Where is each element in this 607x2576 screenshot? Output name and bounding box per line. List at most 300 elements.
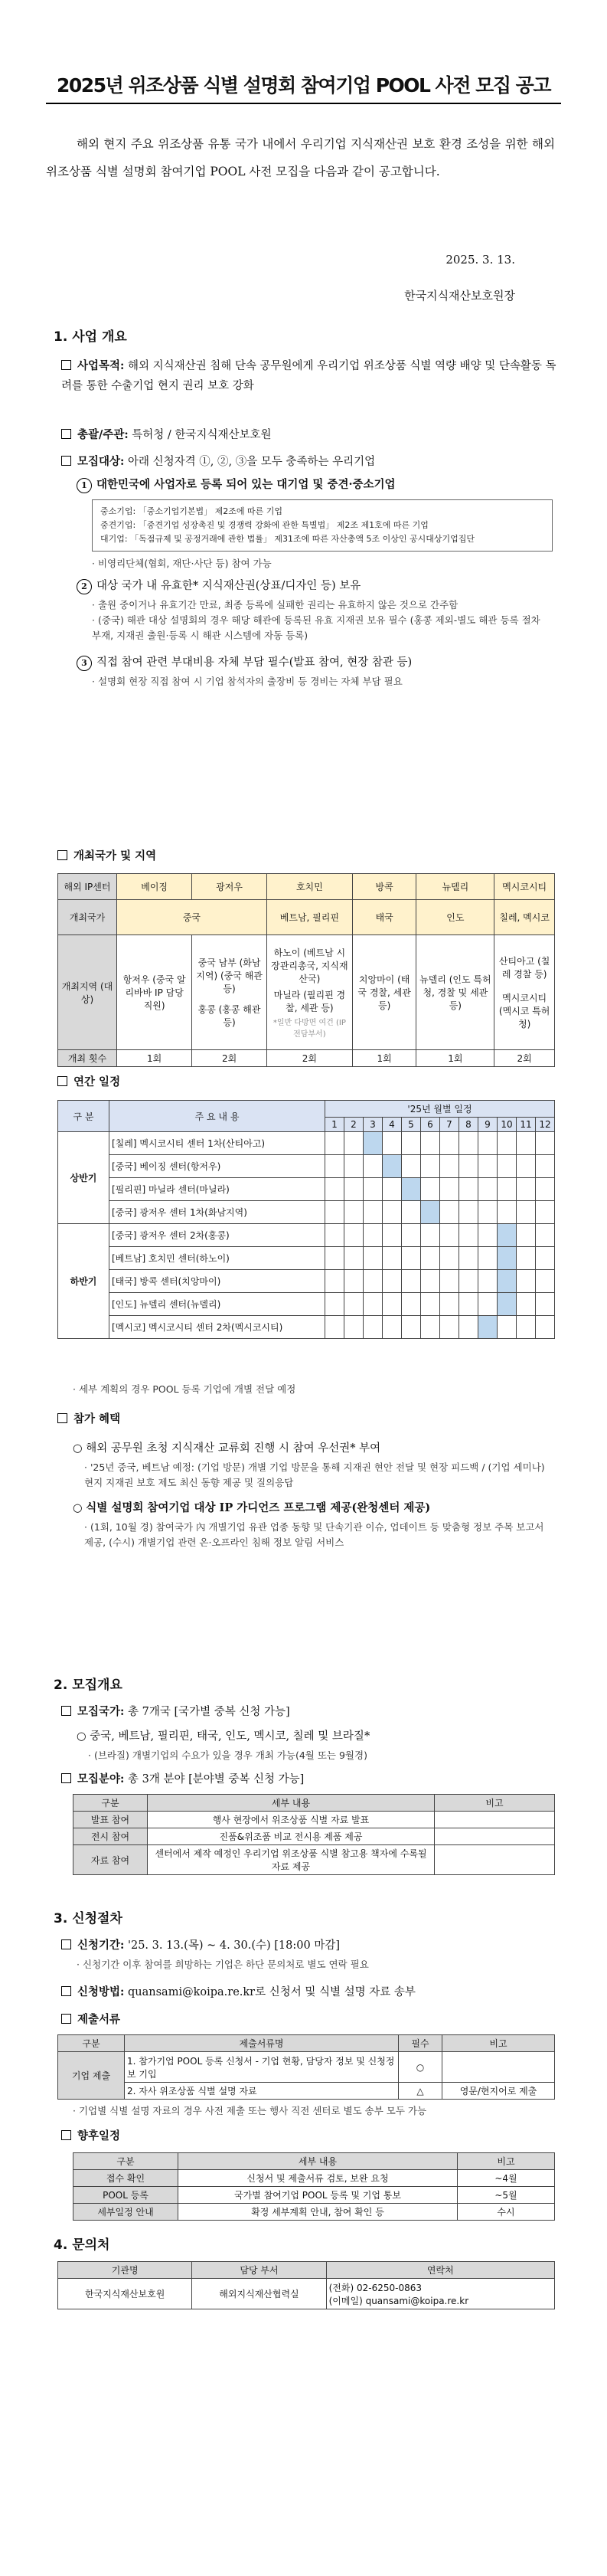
target-label: 모집대상:: [77, 455, 125, 468]
section-4-heading: 4. 문의처: [54, 2237, 110, 2253]
period-note-text: 신청기간 이후 참여를 희망하는 기업은 하단 문의처로 별도 연락 필요: [82, 1959, 369, 1970]
half-1-label: 상반기: [58, 1132, 109, 1224]
schedule-mark: [364, 1132, 383, 1155]
plan-row-note: ~4월: [458, 2170, 555, 2187]
schedule-col-category: 구 분: [58, 1101, 109, 1132]
checkbox-icon: [61, 1986, 71, 1996]
month-cell: [421, 1270, 440, 1293]
contact-col-dept: 담당 부서: [192, 2262, 326, 2279]
benefits-heading-text: 참가 혜택: [73, 1413, 121, 1425]
month-cell: [383, 1270, 402, 1293]
contact-col-org: 기관명: [58, 2262, 192, 2279]
center-guangzhou: 광저우: [192, 874, 267, 900]
month-cell: [344, 1270, 364, 1293]
schedule-row-text: [중국] 베이징 센터(항저우): [109, 1155, 325, 1178]
purpose-text: 해외 지식재산권 침해 단속 공무원에게 우리기업 위조상품 식별 역량 배양 및 단속활동 독려를 통한 수출기업 현지 권리 보호 강화: [61, 360, 556, 392]
month-header: 5: [402, 1118, 421, 1132]
schedule-row-text: [인도] 뉴델리 센터(뉴델리): [109, 1293, 325, 1316]
month-cell: [383, 1293, 402, 1316]
recruit-nations-item: [61, 1702, 559, 1722]
checkbox-icon: [57, 1413, 67, 1423]
center-newdelhi: 뉴델리: [416, 874, 494, 900]
period-text: '25. 3. 13.(목) ~ 4. 30.(수) [18:00 마감]: [128, 1939, 341, 1952]
month-cell: [402, 1247, 421, 1270]
month-cell: [402, 1155, 421, 1178]
month-cell: [498, 1155, 517, 1178]
large-definition: 대기업: 「독점규제 및 공정거래에 관한 법률」 제31조에 따른 자산총액 5조 이상인 공시대상기업집단: [100, 534, 475, 544]
criterion-3-note: · 설명회 현장 직접 참여 시 기업 참석자의 출장비 등 경비는 자체 부담 필요: [92, 676, 403, 687]
month-header: 11: [517, 1118, 536, 1132]
checkbox-icon: [61, 1939, 71, 1949]
month-cell: [536, 1316, 555, 1339]
schedule-row: [58, 1293, 555, 1316]
plan-row-type: 세부일정 안내: [73, 2204, 178, 2221]
schedule-col-months: '25년 월별 일정: [325, 1101, 555, 1118]
month-header: 2: [344, 1118, 364, 1132]
region-south-china: [192, 935, 267, 1050]
docs-col-name: 제출서류명: [125, 2035, 399, 2052]
method-label: 신청방법:: [77, 1985, 125, 1998]
month-cell: [440, 1247, 459, 1270]
benefit-1-text: 해외 공무원 초청 지식재산 교류회 진행 시 참여 우선권* 부여: [86, 1442, 381, 1455]
month-cell: [517, 1224, 536, 1247]
contact-dept: 해외지식재산협력실: [192, 2279, 326, 2309]
title-underline: [46, 103, 561, 104]
month-cell: [383, 1247, 402, 1270]
benefit-2-text: 식별 설명회 참여기업 대상 IP 가디언즈 프로그램 제공(완청센터 제공): [86, 1501, 431, 1514]
target-text: 아래 신청자격 ①, ②, ③을 모두 충족하는 우리기업: [128, 456, 376, 468]
half-2-label: 하반기: [58, 1224, 109, 1339]
month-cell: [440, 1293, 459, 1316]
criterion-1: [77, 475, 574, 495]
recruit-field-text: 총 3개 분야 [분야별 중복 신청 가능]: [128, 1773, 305, 1786]
plan-heading: [61, 2126, 559, 2146]
month-cell: [421, 1247, 440, 1270]
region-newdelhi: 뉴델리 (인도 특허청, 경찰 및 세관 등): [416, 935, 494, 1050]
month-cell: [344, 1224, 364, 1247]
docs-row-required: ○: [399, 2052, 442, 2083]
recruit-nations-list: ○ 중국, 베트남, 필리핀, 태국, 인도, 멕시코, 칠레 및 브라질*: [77, 1730, 370, 1743]
docs-heading: [61, 2010, 559, 2030]
field-row-type: 전시 참여: [73, 1828, 148, 1845]
month-cell: [478, 1293, 498, 1316]
region-south-china-text: 중국 남부 (화남지역) (중국 해관 등): [196, 957, 263, 994]
checkbox-icon: [61, 360, 71, 370]
month-cell: [459, 1178, 478, 1201]
month-cell: [459, 1316, 478, 1339]
schedule-mark: [498, 1293, 517, 1316]
field-row-note: [435, 1845, 555, 1875]
docs-heading-text: 제출서류: [77, 2013, 121, 2026]
docs-row-name: 1. 참가기업 POOL 등록 신청서 - 기업 현황, 담당자 정보 및 신청정보 기입: [125, 2052, 399, 2083]
count-hochiminh: 2회: [266, 1050, 352, 1067]
sme-definition: 중소기업: 「중소기업기본법」 제2조에 따른 기업: [100, 506, 282, 516]
region-note-text: *일반 다방면 여건 (IP 전담부서): [272, 1019, 346, 1039]
benefit-1-note: · '25년 중국, 베트남 예정: (기업 방문) 개별 기업 방문을 통해 지재권 현안 전달 및 현장 피드백 / (기업 세미나) 현지 지재권 보호 제도 최신 동향 제공 및 질의응답: [84, 1461, 545, 1488]
purpose-label: 사업목적:: [77, 359, 125, 372]
recruit-field-item: [61, 1769, 559, 1789]
criterion-2-notes: · 출원 중이거나 유효기간 만료, 최종 등록에 실패한 권리는 유효하지 않은 것으로 간주함 · (중국) 해관 대상 설명회의 경우 해당 해관에 등록된 유효 지재권 보유 필수 (홍콩 제외-별도 해관 등록 절차 부재, 지재권 출원·등록 시 해관 시스템에 자동 등록): [92, 599, 540, 641]
benefit-1-note-text: '25년 중국, 베트남 예정: (기업 방문) 개별 기업 방문을 통해 지재권 현안 전달 및 현장 피드백 / (기업 세미나) 현지 지재권 보호 제도 최신 동향 제공 및 질의응답: [84, 1461, 545, 1488]
schedule-heading: [57, 1072, 555, 1092]
schedule-row: [58, 1201, 555, 1224]
center-bangkok: 방콕: [352, 874, 416, 900]
month-cell: [364, 1316, 383, 1339]
month-cell: [402, 1316, 421, 1339]
checkbox-icon: [61, 456, 71, 466]
docs-table: [57, 2034, 555, 2100]
month-cell: [498, 1132, 517, 1155]
month-cell: [517, 1178, 536, 1201]
schedule-note-text: 세부 계획의 경우 POOL 등록 기업에 개별 전달 예정: [78, 1383, 296, 1395]
plan-heading-text: 향후일정: [77, 2129, 121, 2142]
month-cell: [344, 1132, 364, 1155]
criterion-2-text: 대상 국가 내 유효한* 지식재산권(상표/디자인 등) 보유: [96, 580, 361, 592]
countries-table: [57, 873, 555, 1067]
region-santiago-text: 산티아고 (칠레 경찰 등): [498, 956, 550, 980]
recruit-field-label: 모집분야:: [77, 1772, 125, 1786]
schedule-row: [58, 1155, 555, 1178]
month-cell: [517, 1293, 536, 1316]
month-cell: [383, 1201, 402, 1224]
docs-row-note: 영문/현지어로 제출: [442, 2083, 555, 2100]
docs-col-required: 필수: [399, 2035, 442, 2052]
month-cell: [402, 1270, 421, 1293]
month-cell: [536, 1224, 555, 1247]
month-cell: [478, 1270, 498, 1293]
period-label: 신청기간:: [77, 1939, 125, 1952]
month-header: 3: [364, 1118, 383, 1132]
month-cell: [517, 1201, 536, 1224]
region-hanoi-text: 하노이 (베트남 시장관리총국, 지식재산국): [271, 948, 348, 984]
count-bangkok: 1회: [352, 1050, 416, 1067]
month-cell: [440, 1270, 459, 1293]
month-cell: [440, 1178, 459, 1201]
month-cell: [402, 1224, 421, 1247]
center-beijing: 베이징: [117, 874, 192, 900]
benefits-heading: [57, 1409, 555, 1429]
schedule-row-text: [칠레] 멕시코시티 센터 1차(산티아고): [109, 1132, 325, 1155]
month-cell: [459, 1224, 478, 1247]
section-3-heading: 3. 신청절차: [54, 1911, 122, 1926]
month-cell: [421, 1224, 440, 1247]
month-cell: [325, 1270, 344, 1293]
checkbox-icon: [57, 850, 67, 860]
schedule-mark: [478, 1316, 498, 1339]
month-cell: [344, 1155, 364, 1178]
month-cell: [440, 1224, 459, 1247]
docs-note-text: 기업별 식별 설명 자료의 경우 사전 제출 또는 행사 직전 센터로 별도 송부 모두 가능: [78, 2105, 427, 2116]
month-cell: [383, 1132, 402, 1155]
benefit-1: ○ 해외 공무원 초청 지식재산 교류회 진행 시 참여 우선권* 부여: [73, 1442, 381, 1455]
midsize-definition: 중견기업: 「중견기업 성장촉진 및 경쟁력 강화에 관한 특별법」 제2조 제1호에 따른 기업: [100, 520, 429, 530]
schedule-row-text: [중국] 광저우 센터 1차(화남지역): [109, 1201, 325, 1224]
company-definition-box: [92, 499, 553, 552]
checkbox-icon: [61, 1773, 71, 1783]
field-row-type: 발표 참여: [73, 1812, 148, 1828]
field-row-note: [435, 1828, 555, 1845]
month-cell: [536, 1247, 555, 1270]
month-cell: [402, 1201, 421, 1224]
month-cell: [440, 1201, 459, 1224]
row-label-center: 해외 IP센터: [58, 874, 117, 900]
month-header: 7: [440, 1118, 459, 1132]
target-item: [61, 452, 559, 472]
month-cell: [440, 1155, 459, 1178]
month-cell: [325, 1293, 344, 1316]
month-cell: [478, 1224, 498, 1247]
month-header: 1: [325, 1118, 344, 1132]
schedule-row: [58, 1247, 555, 1270]
criterion-1-text: 대한민국에 사업자로 등록 되어 있는 대기업 및 중견·중소기업: [96, 478, 396, 491]
month-header: 12: [536, 1118, 555, 1132]
schedule-mark: [421, 1201, 440, 1224]
month-cell: [325, 1178, 344, 1201]
month-cell: [440, 1316, 459, 1339]
month-cell: [344, 1201, 364, 1224]
month-cell: [517, 1270, 536, 1293]
month-header: 4: [383, 1118, 402, 1132]
field-table: [73, 1794, 555, 1875]
criterion-2-note-2: (중국) 해관 대상 설명회의 경우 해당 해관에 등록된 유효 지재권 보유 필수 (홍콩 제외-별도 해관 등록 절차 부재, 지재권 출원·등록 시 해관 시스템에 자동 등록): [92, 614, 540, 641]
region-vn-ph: [266, 935, 352, 1050]
field-row-detail: 진품&위조품 비교 전시용 제품 제공: [148, 1828, 435, 1845]
month-cell: [421, 1132, 440, 1155]
month-cell: [364, 1224, 383, 1247]
month-cell: [325, 1224, 344, 1247]
docs-col-type: 구분: [58, 2035, 125, 2052]
month-cell: [478, 1247, 498, 1270]
page-title: 2025년 위조상품 식별 설명회 참여기업 POOL 사전 모집 공고: [57, 74, 550, 97]
month-cell: [402, 1293, 421, 1316]
contact-col-contact: 연락처: [326, 2262, 554, 2279]
section-2-heading: 2. 모집개요: [54, 1678, 122, 1693]
schedule-row-text: [멕시코] 멕시코시티 센터 2차(멕시코시티): [109, 1316, 325, 1339]
nation-vn-ph: 베트남, 필리핀: [266, 900, 352, 935]
month-cell: [383, 1316, 402, 1339]
field-row-detail: 센터에서 제작 예정인 우리기업 위조상품 식별 참고용 책자에 수록될 자료 제공: [148, 1845, 435, 1875]
schedule-col-content: 주 요 내 용: [109, 1101, 325, 1132]
region-hangzhou: 항저우 (중국 알리바바 IP 담당 직원): [117, 935, 192, 1050]
countries-heading-text: 개최국가 및 지역: [73, 850, 157, 862]
month-cell: [383, 1224, 402, 1247]
month-cell: [421, 1316, 440, 1339]
field-col-note: 비고: [435, 1795, 555, 1812]
region-manila-text: 마닐라 (필리핀 경찰, 세관 등): [273, 990, 346, 1013]
checkbox-icon: [61, 2014, 71, 2024]
field-row-detail: 행사 현장에서 위조상품 식별 자료 발표: [148, 1812, 435, 1828]
month-cell: [517, 1316, 536, 1339]
month-cell: [517, 1132, 536, 1155]
month-cell: [536, 1178, 555, 1201]
month-cell: [536, 1132, 555, 1155]
region-hongkong-text: 홍콩 (홍콩 해관 등): [197, 1004, 261, 1028]
recruit-nations-list-text: 중국, 베트남, 필리핀, 태국, 인도, 멕시코, 칠레 및 브라질*: [90, 1730, 370, 1743]
recruit-nations-count: 총 7개국 [국가별 중복 신청 가능]: [128, 1706, 290, 1718]
plan-row-detail: 신청서 및 제출서류 검토, 보완 요청: [178, 2170, 458, 2187]
notice-date: 2025. 3. 13.: [445, 253, 515, 267]
month-cell: [459, 1201, 478, 1224]
field-row-type: 자료 참여: [73, 1845, 148, 1875]
brazil-note: · (브라질) 개별기업의 수요가 있을 경우 개최 가능(4월 또는 9월경): [88, 1750, 367, 1761]
month-cell: [344, 1316, 364, 1339]
docs-row-note: [442, 2052, 555, 2083]
nation-cl-mx: 칠레, 멕시코: [494, 900, 555, 935]
month-header: 9: [478, 1118, 498, 1132]
docs-row-required: △: [399, 2083, 442, 2100]
schedule-mark: [498, 1247, 517, 1270]
month-cell: [344, 1247, 364, 1270]
contact-org: 한국지식재산보호원: [58, 2279, 192, 2309]
host-text: 특허청 / 한국지식재산보호원: [132, 429, 272, 441]
count-mexicocity: 2회: [494, 1050, 555, 1067]
plan-row-note: ~5월: [458, 2187, 555, 2204]
month-cell: [325, 1155, 344, 1178]
plan-row-type: POOL 등록: [73, 2187, 178, 2204]
issuer: 한국지식재산보호원장: [404, 289, 515, 303]
plan-col-type: 구분: [73, 2153, 178, 2170]
contact-table: [57, 2261, 555, 2309]
plan-row-type: 접수 확인: [73, 2170, 178, 2187]
month-cell: [325, 1247, 344, 1270]
docs-row-name: 2. 자사 위조상품 식별 설명 자료: [125, 2083, 399, 2100]
month-cell: [364, 1201, 383, 1224]
brazil-note-text: (브라질) 개별기업의 수요가 있을 경우 개최 가능(4월 또는 9월경): [93, 1750, 367, 1761]
month-cell: [498, 1201, 517, 1224]
schedule-mark: [498, 1224, 517, 1247]
month-cell: [421, 1155, 440, 1178]
month-cell: [517, 1247, 536, 1270]
schedule-row: [58, 1316, 555, 1339]
month-header: 10: [498, 1118, 517, 1132]
month-cell: [459, 1155, 478, 1178]
countries-heading: [57, 846, 555, 866]
schedule-mark: [402, 1178, 421, 1201]
region-cl-mx: [494, 935, 555, 1050]
purpose-item: [61, 356, 559, 396]
month-header: 8: [459, 1118, 478, 1132]
plan-col-note: 비고: [458, 2153, 555, 2170]
schedule-row-text: [중국] 광저우 센터 2차(홍콩): [109, 1224, 325, 1247]
host-label: 총괄/주관:: [77, 428, 129, 441]
method-text: quansami@koipa.re.kr로 신청서 및 식별 설명 자료 송부: [128, 1986, 416, 1998]
checkbox-icon: [61, 429, 71, 439]
center-hochiminh: 호치민: [266, 874, 352, 900]
region-chiangmai: 치앙마이 (태국 경찰, 세관 등): [352, 935, 416, 1050]
month-cell: [498, 1316, 517, 1339]
region-mexicocity-text: 멕시코시티 (멕시코 특허청): [498, 993, 550, 1029]
month-cell: [364, 1270, 383, 1293]
docs-group: 기업 제출: [58, 2052, 125, 2100]
number-2-icon: 2: [77, 579, 92, 594]
row-label-region: 개최지역 (대상): [58, 935, 117, 1050]
row-label-count: 개최 횟수: [58, 1050, 117, 1067]
schedule-note: · 세부 계획의 경우 POOL 등록 기업에 개별 전달 예정: [73, 1383, 296, 1395]
criterion-3-text: 직접 참여 관련 부대비용 자체 부담 필수(발표 참여, 현장 참관 등): [96, 656, 413, 669]
month-cell: [364, 1178, 383, 1201]
month-cell: [459, 1270, 478, 1293]
period-note: · 신청기간 이후 참여를 희망하는 기업은 하단 문의처로 별도 연락 필요: [77, 1959, 369, 1970]
schedule-row: [58, 1224, 555, 1247]
benefit-2-note-text: (1회, 10월 경) 참여국가 內 개별기업 유관 업종 동향 및 단속기관 이슈, 업데이트 등 맞춤형 정보 주목 보고서 제공, (수시) 개별기업 관련 온·오프라인 침해 정보 알림 서비스: [84, 1521, 544, 1548]
section-1-heading: 1. 사업 개요: [54, 329, 127, 345]
month-cell: [536, 1155, 555, 1178]
docs-note: · 기업별 식별 설명 자료의 경우 사전 제출 또는 행사 직전 센터로 별도 송부 모두 가능: [73, 2105, 427, 2116]
month-cell: [478, 1132, 498, 1155]
plan-row-detail: 확정 세부계획 안내, 참여 확인 등: [178, 2204, 458, 2221]
host-item: [61, 425, 559, 445]
contact-email[interactable]: (이메일) quansami@koipa.re.kr: [328, 2295, 469, 2306]
plan-row-note: 수시: [458, 2204, 555, 2221]
field-row-note: [435, 1812, 555, 1828]
month-cell: [517, 1155, 536, 1178]
nation-china: 중국: [117, 900, 267, 935]
criterion-3-note-text: 설명회 현장 직접 참여 시 기업 참석자의 출장비 등 경비는 자체 부담 필요: [97, 676, 403, 687]
checkbox-icon: [57, 1076, 67, 1086]
month-cell: [364, 1155, 383, 1178]
checkbox-icon: [61, 2130, 71, 2140]
nation-india: 인도: [416, 900, 494, 935]
month-cell: [421, 1293, 440, 1316]
row-label-nation: 개최국가: [58, 900, 117, 935]
month-cell: [364, 1247, 383, 1270]
month-cell: [536, 1293, 555, 1316]
month-cell: [536, 1201, 555, 1224]
checkbox-icon: [61, 1706, 71, 1716]
schedule-mark: [383, 1155, 402, 1178]
criterion-1-note: · 비영리단체(협회, 재단·사단 등) 참여 가능: [92, 558, 272, 569]
schedule-row-text: [필리핀] 마닐라 센터(마닐라): [109, 1178, 325, 1201]
field-col-detail: 세부 내용: [148, 1795, 435, 1812]
plan-table: [73, 2152, 555, 2221]
month-cell: [325, 1201, 344, 1224]
method-item: [61, 1982, 559, 2002]
month-cell: [344, 1293, 364, 1316]
criterion-1-note-text: 비영리단체(협회, 재단·사단 등) 참여 가능: [97, 558, 272, 569]
number-3-icon: 3: [77, 656, 92, 671]
month-cell: [459, 1293, 478, 1316]
month-cell: [364, 1293, 383, 1316]
month-cell: [325, 1132, 344, 1155]
center-mexicocity: 멕시코시티: [494, 874, 555, 900]
schedule-row: [58, 1270, 555, 1293]
schedule-heading-text: 연간 일정: [73, 1076, 121, 1088]
month-cell: [478, 1201, 498, 1224]
month-cell: [478, 1155, 498, 1178]
benefit-2: ○ 식별 설명회 참여기업 대상 IP 가디언즈 프로그램 제공(완청센터 제공): [73, 1501, 431, 1514]
docs-col-note: 비고: [442, 2035, 555, 2052]
criterion-3: [77, 653, 574, 673]
criterion-2-note-1: 출원 중이거나 유효기간 만료, 최종 등록에 실패한 권리는 유효하지 않은 것으로 간주함: [97, 599, 459, 610]
number-1-icon: 1: [77, 478, 92, 493]
schedule-row: [58, 1132, 555, 1155]
schedule-table: [57, 1100, 555, 1339]
month-cell: [498, 1178, 517, 1201]
schedule-mark: [498, 1270, 517, 1293]
plan-col-detail: 세부 내용: [178, 2153, 458, 2170]
contact-phone: (전화) 02-6250-0863: [328, 2282, 422, 2293]
month-cell: [478, 1178, 498, 1201]
criterion-2: [77, 576, 574, 596]
count-beijing: 1회: [117, 1050, 192, 1067]
recruit-nations-label: 모집국가:: [77, 1705, 125, 1718]
month-cell: [325, 1316, 344, 1339]
benefit-2-note: · (1회, 10월 경) 참여국가 內 개별기업 유관 업종 동향 및 단속기관 이슈, 업데이트 등 맞춤형 정보 주목 보고서 제공, (수시) 개별기업 관련 온·오프라인 침해 정보 알림 서비스: [84, 1521, 544, 1548]
count-newdelhi: 1회: [416, 1050, 494, 1067]
month-header: 6: [421, 1118, 440, 1132]
contact-info: [326, 2279, 554, 2309]
field-col-type: 구분: [73, 1795, 148, 1812]
